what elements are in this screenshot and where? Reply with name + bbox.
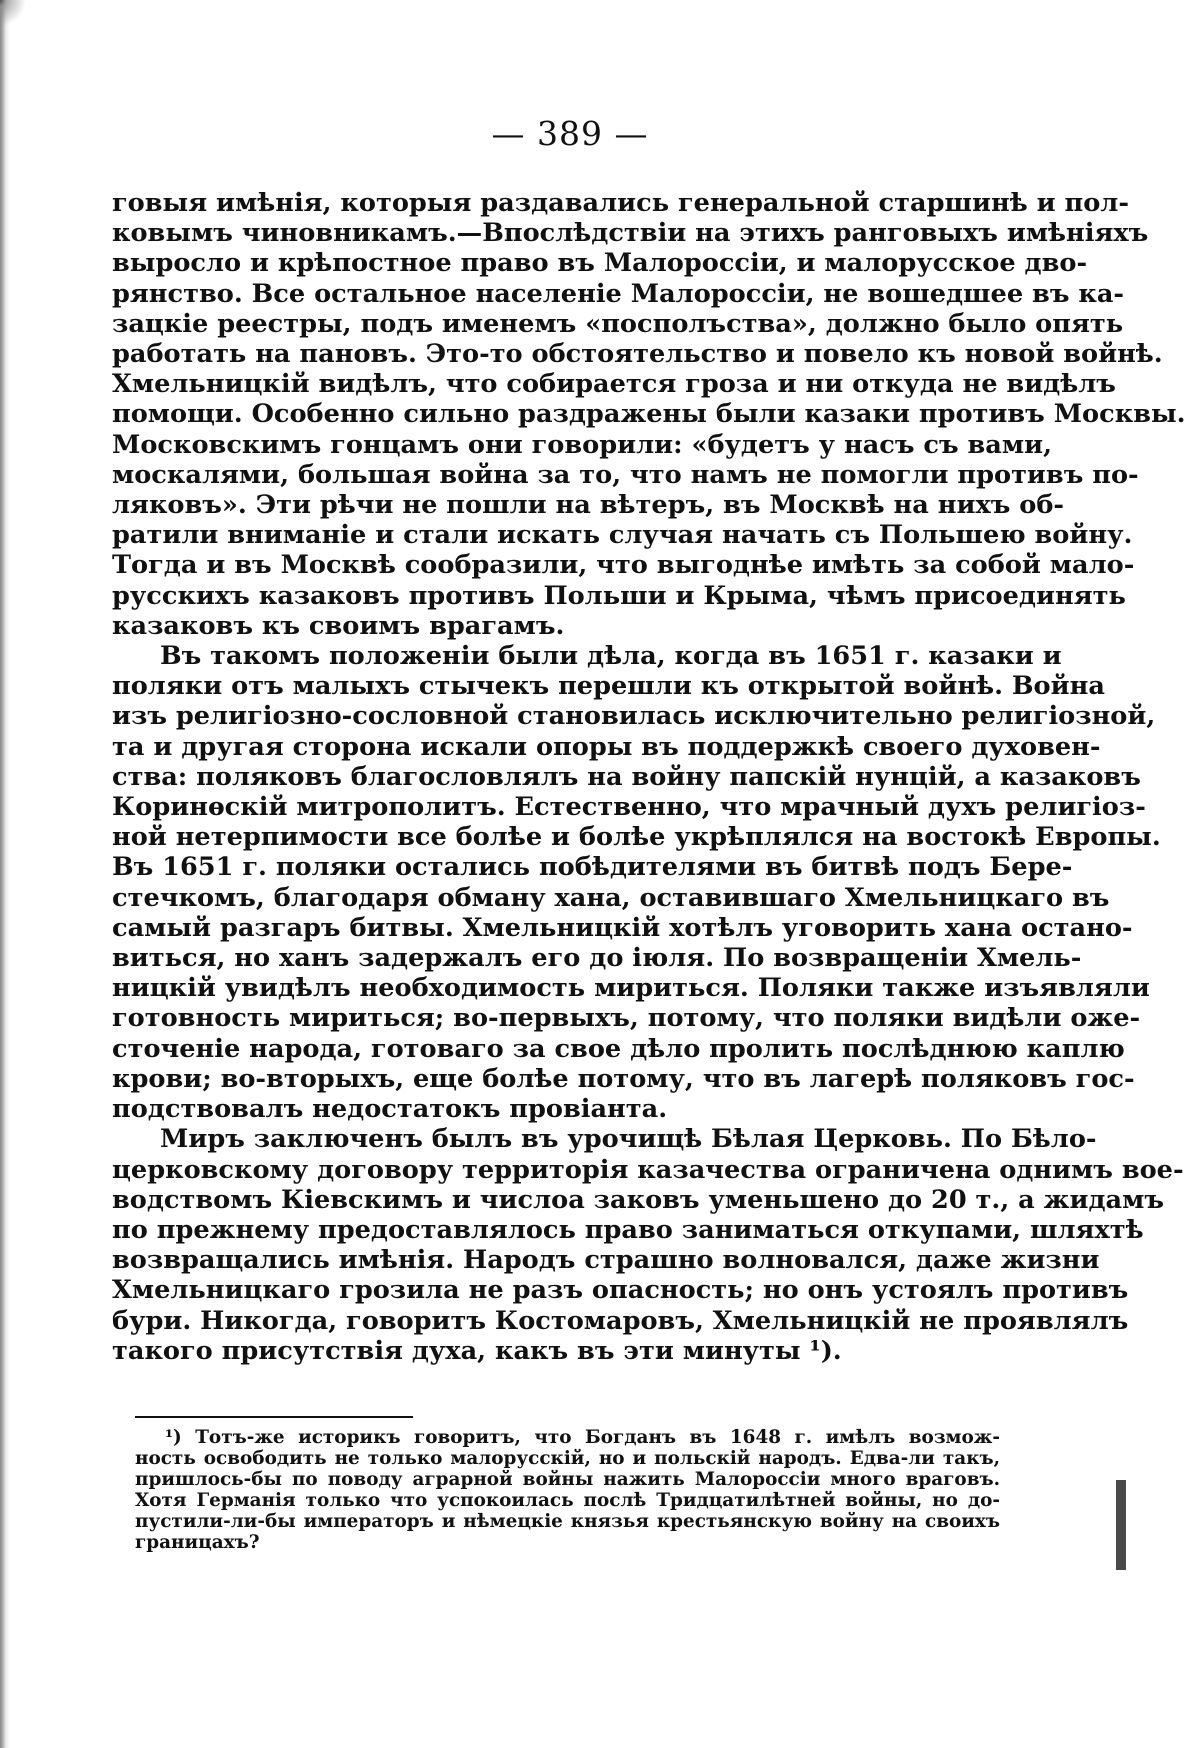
text-line: говыя имѣнія, которыя раздавались генеральной старшинѣ и пол-	[112, 188, 1129, 218]
footnote	[135, 1427, 1000, 1553]
footnote-line: ность освободить не только малорусскій, но и польскій народъ. Едва-ли такъ,	[135, 1448, 1000, 1469]
text-line: поляки отъ малыхъ стычекъ перешли къ открытой войнѣ. Война	[112, 671, 1105, 702]
footnote-line: ¹) Тотъ-же историкъ говоритъ, что Богданъ въ 1648 г. имѣлъ возмож-	[165, 1427, 1000, 1448]
text-line: водствомъ Кіевскимъ и числоа заковъ уменьшено до 20 т., а жидамъ	[112, 1184, 1164, 1215]
text-line: стечкомъ, благодаря обману хана, оставившаго Хмельницкаго въ	[112, 882, 1110, 913]
text-line: работать на пановъ. Это-то обстоятельство и повело къ новой войнѣ.	[112, 339, 1163, 370]
text-line: сточеніе народа, готоваго за свое дѣло пролить послѣднюю каплю	[112, 1033, 1125, 1064]
text-line: по прежнему предоставлялось право заниматься откупами, шляхтѣ	[112, 1214, 1144, 1245]
text-line: бури. Никогда, говоритъ Костомаровъ, Хмельницкій не проявлялъ	[112, 1305, 1129, 1336]
footnote-line: границахъ?	[135, 1532, 260, 1553]
text-line: рянство. Все остальное населеніе Малороссіи, не вошедшее въ ка-	[112, 278, 1125, 309]
text-line: такого присутствія духа, какъ въ эти минуты ¹).	[112, 1335, 842, 1366]
text-line: Тогда и въ Москвѣ сообразили, что выгоднѣе имѣть за собой мало-	[112, 550, 1135, 581]
text-line: изъ религіозно-сословной становилась исключительно религіозной,	[112, 701, 1156, 732]
text-line: церковскому договору территорія казачества ограничена однимъ вое-	[112, 1154, 1184, 1185]
text-line: казаковъ къ своимъ врагамъ.	[112, 610, 565, 641]
footnote-divider	[135, 1416, 413, 1418]
main-text	[112, 188, 1186, 1366]
scan-corner-mark	[0, 0, 40, 30]
text-line: виться, но ханъ задержалъ его до іюля. По возвращеніи Хмель-	[112, 943, 1082, 974]
scan-right-mark	[1116, 1480, 1126, 1570]
text-line: крови; во-вторыхъ, еще болѣе потому, что въ лагерѣ поляковъ гос-	[112, 1063, 1135, 1094]
text-line: та и другая сторона искали опоры въ поддержкѣ своего духовен-	[112, 731, 1101, 762]
text-line: ковымъ чиновникамъ.—Впослѣдствіи на этихъ ранговыхъ имѣніяхъ	[112, 218, 1149, 249]
text-line: помощи. Особенно сильно раздражены были казаки противъ Москвы.	[112, 399, 1186, 430]
text-line: готовность мириться; во-первыхъ, потому, что поляки видѣли оже-	[112, 1003, 1141, 1034]
text-line: Въ такомъ положеніи были дѣла, когда въ 1651 г. казаки и	[160, 641, 1062, 672]
text-line: Миръ заключенъ былъ въ урочищѣ Бѣлая Церковь. По Бѣло-	[160, 1124, 1097, 1155]
scan-left-edge	[0, 0, 10, 1748]
text-line: москалями, большая война за то, что намъ не помогли противъ по-	[112, 459, 1139, 490]
text-line: ства: поляковъ благословлялъ на войну папскій нунцій, а казаковъ	[112, 761, 1141, 792]
text-line: ратили вниманіе и стали искать случая начать съ Польшею войну.	[112, 520, 1133, 551]
footnote-line: пустили-ли-бы императоръ и нѣмецкіе князья крестьянскую войну на своихъ	[135, 1511, 1000, 1532]
text-line: подствовалъ недостатокъ провіанта.	[112, 1094, 668, 1125]
text-line: Хмельницкій видѣлъ, что собирается гроза и ни откуда не видѣлъ	[112, 369, 1116, 400]
text-line: Московскимъ гонцамъ они говорили: «будетъ у насъ съ вами,	[112, 429, 1053, 460]
text-line: Коринѳскій митрополитъ. Естественно, что мрачный духъ религіоз-	[112, 792, 1146, 823]
text-line: возвращались имѣнія. Народъ страшно волновался, даже жизни	[112, 1245, 1100, 1276]
text-line: выросло и крѣпостное право въ Малороссіи, и малорусское дво-	[112, 248, 1088, 279]
page-number: — 389 —	[491, 114, 649, 153]
text-line: Въ 1651 г. поляки остались побѣдителями въ битвѣ подъ Бере-	[112, 852, 1073, 883]
text-line: Хмельницкаго грозила не разъ опасность; но онъ устоялъ противъ	[112, 1275, 1129, 1306]
footnote-line: пришлось-бы по поводу аграрной войны нажить Малороссіи много враговъ.	[135, 1469, 1000, 1490]
text-line: русскихъ казаковъ противъ Польши и Крыма, чѣмъ присоединять	[112, 580, 1126, 611]
text-line: ницкій увидѣлъ необходимость мириться. Поляки также изъявляли	[112, 973, 1150, 1004]
text-line: ляковъ». Эти рѣчи не пошли на вѣтеръ, въ Москвѣ на нихъ об-	[112, 490, 1065, 521]
text-line: зацкіе реестры, подъ именемъ «посполъства», должно было опять	[112, 308, 1124, 339]
text-line: самый разгаръ битвы. Хмельницкій хотѣлъ уговорить хана остано-	[112, 912, 1133, 943]
footnote-line: Хотя Германія только что успокоилась послѣ Тридцатилѣтней войны, но до-	[135, 1490, 1000, 1511]
text-line: ной нетерпимости все болѣе и болѣе укрѣплялся на востокѣ Европы.	[112, 822, 1161, 853]
